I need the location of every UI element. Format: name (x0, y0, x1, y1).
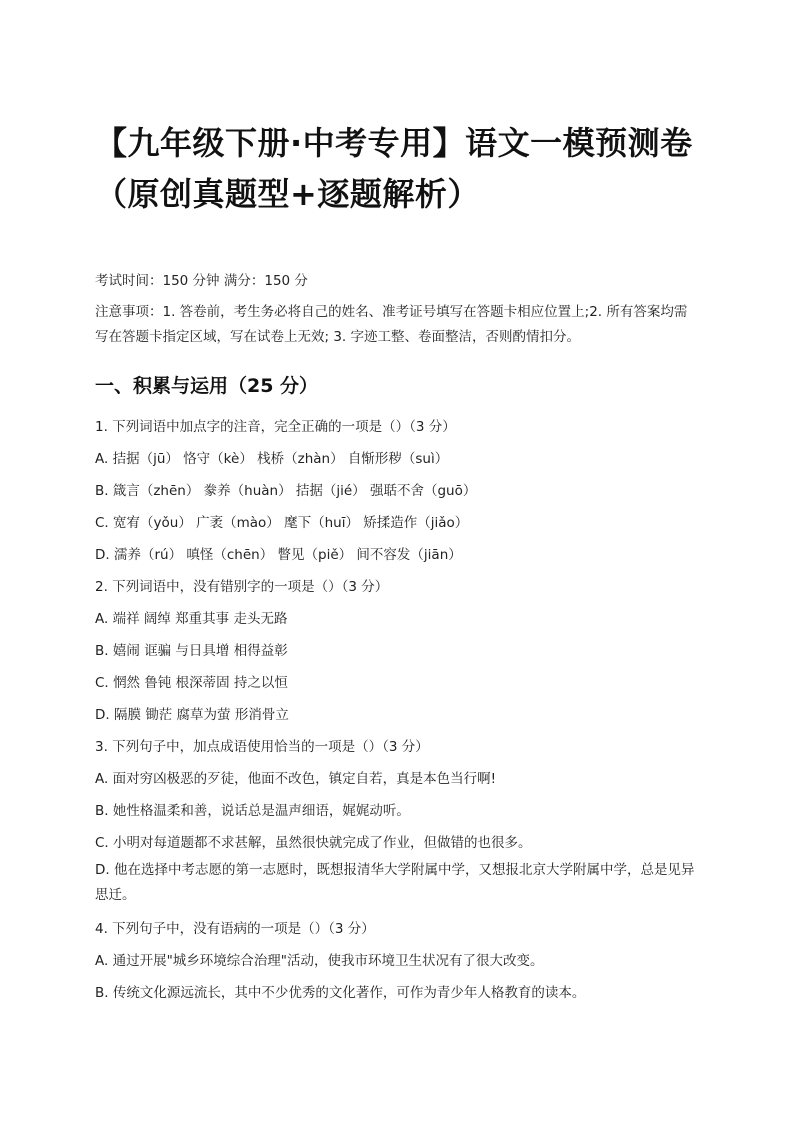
question-option: B. 传统文化源远流长，其中不少优秀的文化著作，可作为青少年人格教育的读本。 (95, 985, 586, 1001)
question-option: B. 箴言（zhēn） 豢养（huàn） 拮据（jié） 强聒不舍（guō） (95, 483, 477, 499)
question-option: A. 通过开展"城乡环境综合治理"活动，使我市环境卫生状况有了很大改变。 (95, 953, 544, 969)
question-stem: 4. 下列句子中，没有语病的一项是（）（3 分） (95, 921, 375, 937)
question-stem: 3. 下列句子中，加点成语使用恰当的一项是（）（3 分） (95, 739, 429, 755)
question-option: D. 濡养（rú） 嗔怪（chēn） 瞥见（piě） 间不容发（jiān） (95, 547, 462, 563)
exam-time-info: 考试时间：150 分钟 满分：150 分 (95, 273, 308, 289)
question-option: A. 拮据（jū） 恪守（kè） 栈桥（zhàn） 自惭形秽（suì） (95, 451, 449, 467)
question-option: C. 惘然 鲁钝 根深蒂固 持之以恒 (95, 675, 288, 691)
question-option: D. 他在选择中考志愿的第一志愿时，既想报清华大学附属中学，又想报北京大学附属中学，总是见异思迁。 (95, 862, 695, 903)
question-option: C. 宽宥（yǒu） 广袤（mào） 麾下（huī） 矫揉造作（jiǎo） (95, 515, 469, 531)
document-title: 【九年级下册·中考专用】语文一模预测卷（原创真题型+逐题解析） (95, 124, 693, 213)
question-stem: 2. 下列词语中，没有错别字的一项是（）（3 分） (95, 579, 389, 595)
question-option: A. 面对穷凶极恶的歹徒，他面不改色，镇定自若，真是本色当行啊! (95, 771, 496, 787)
section-heading: 一、积累与运用（25 分） (95, 375, 319, 397)
question-option: A. 端祥 阔绰 郑重其事 走头无路 (95, 611, 288, 627)
question-option: C. 小明对每道题都不求甚解，虽然很快就完成了作业，但做错的也很多。 (95, 835, 532, 851)
question-stem: 1. 下列词语中加点字的注音，完全正确的一项是（）（3 分） (95, 419, 456, 435)
question-option: D. 隔膜 锄茫 腐草为萤 形消骨立 (95, 707, 289, 723)
question-option: B. 她性格温柔和善，说话总是温声细语，娓娓动听。 (95, 803, 410, 819)
question-option: B. 嬉闹 诓骗 与日具增 相得益彰 (95, 643, 288, 659)
exam-notice: 注意事项：1. 答卷前，考生务必将自己的姓名、准考证号填写在答题卡相应位置上;2. 所有答案均需写在答题卡指定区域，写在试卷上无效; 3. 字迹工整、卷面整洁，否则酌情扣分。 (95, 304, 688, 345)
